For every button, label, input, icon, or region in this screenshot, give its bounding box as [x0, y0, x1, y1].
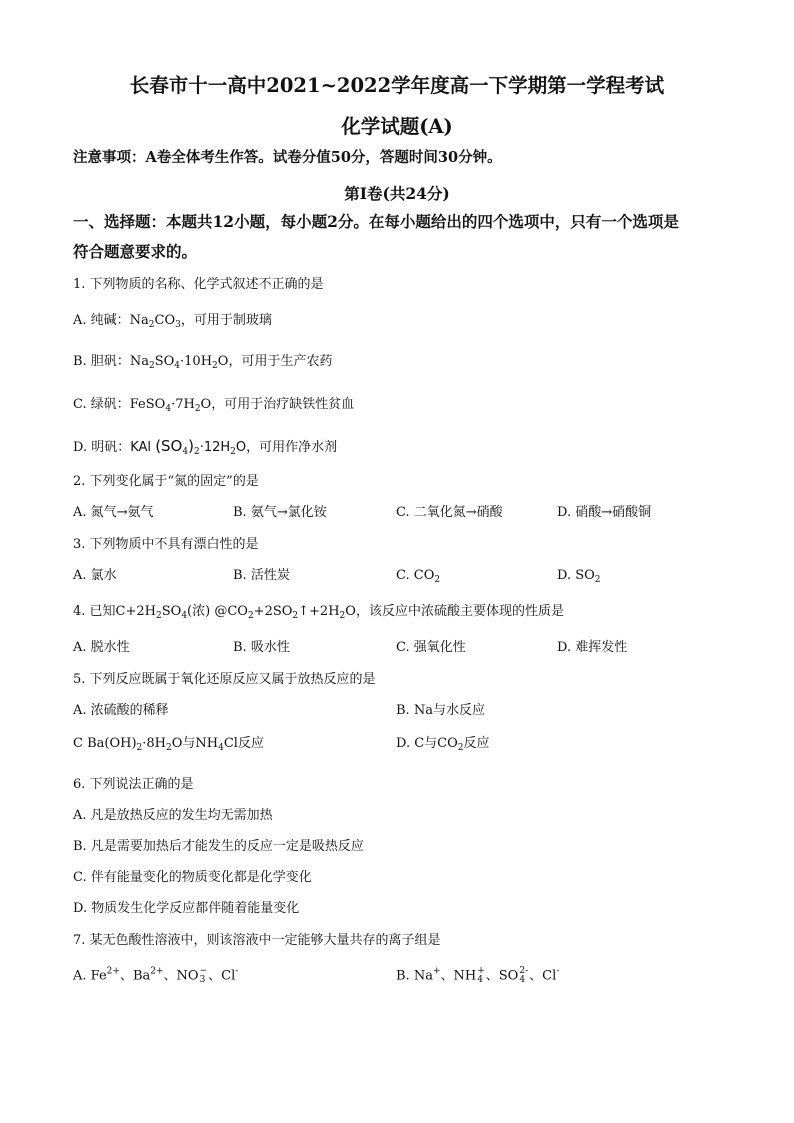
exam-notice: 注意事项：A卷全体考生作答。试卷分值50分，答题时间30分钟。 [73, 149, 502, 166]
question-3-stem: 3. 下列物质中不具有漂白性的是 [73, 537, 259, 552]
question-3-option-d: D. $SO_2$ [557, 568, 601, 585]
question-1-option-c: C. 绿矾：$FeSO_4\cdot 7H_2O$，可用于治疗缺铁性贫血 [73, 397, 355, 414]
exam-title: 长春市十一高中2021~2022学年度高一下学期第一学程考试 [129, 74, 665, 97]
question-3-option-a: A. 氯水 [73, 568, 117, 583]
question-6-option-d: D. 物质发生化学反应都伴随着能量变化 [73, 901, 300, 916]
question-2-option-d: D. 硝酸→硝酸铜 [557, 505, 652, 520]
section-heading-line1: 一、选择题：本题共12小题，每小题2分。在每小题给出的四个选项中，只有一个选项是 [73, 212, 679, 231]
question-7-stem: 7. 某无色酸性溶液中，则该溶液中一定能够大量共存的离子组是 [73, 933, 441, 948]
question-3-option-b: B. 活性炭 [233, 568, 290, 583]
question-2-stem: 2. 下列变化属于“氮的固定”的是 [73, 474, 259, 489]
question-4-stem: 4. 已知$C+2H_2SO_4$(浓) $@CO_2+2SO_2↑+2H_2O$，该反应中浓硫酸主要体现的性质是 [73, 604, 564, 621]
question-4-option-c: C. 强氧化性 [396, 640, 466, 655]
question-6-option-b: B. 凡是需要加热后才能发生的反应一定是吸热反应 [73, 839, 364, 854]
question-5-option-d: D. C与$CO_2$反应 [396, 736, 490, 753]
question-6-option-a: A. 凡是放热反应的发生均无需加热 [73, 808, 273, 823]
question-5-option-b: B. Na与水反应 [396, 703, 485, 718]
exam-subtitle: 化学试题(A) [341, 115, 453, 138]
part-title: 第I卷(共24分) [344, 184, 450, 203]
question-4-option-b: B. 吸水性 [233, 640, 290, 655]
question-5-stem: 5. 下列反应既属于氧化还原反应又属于放热反应的是 [73, 672, 376, 687]
question-3-option-c: C. $CO_2$ [396, 568, 441, 585]
question-2-option-a: A. 氮气→氨气 [73, 505, 154, 520]
question-2-option-b: B. 氨气→氯化铵 [233, 505, 327, 520]
question-4-option-d: D. 难挥发性 [557, 640, 628, 655]
question-6-stem: 6. 下列说法正确的是 [73, 777, 194, 792]
question-7-option-a: A. $Fe^{2+}$、$Ba^{2+}$、NO − 3 、Cl- [73, 966, 239, 985]
section-heading-line2: 符合题意要求的。 [73, 242, 198, 261]
question-1-stem: 1. 下列物质的名称、化学式叙述不正确的是 [73, 277, 324, 292]
question-5-option-c: C $Ba(OH)_2\cdot 8H_2O$与$NH_4Cl$反应 [73, 736, 264, 753]
reaction-equation: $C+2H_2SO_4$(浓) $@CO_2+2SO_2↑+2H_2O$ [115, 604, 356, 621]
question-5-option-a: A. 浓硫酸的稀释 [73, 703, 169, 718]
question-7-option-b: B. Na+、NH + 4 、SO 2- 4 、Cl- [396, 966, 560, 985]
question-2-option-c: C. 二氧化氮→硝酸 [396, 505, 503, 520]
question-1-option-b: B. 胆矾：$Na_2SO_4\cdot 10H_2O$，可用于生产农药 [73, 354, 333, 371]
question-6-option-c: C. 伴有能量变化的物质变化都是化学变化 [73, 870, 312, 885]
question-1-option-d: D. 明矾：KAl $(SO_4)_2\cdot 12H_2O$，可用作净水剂 [73, 437, 338, 457]
question-1-option-a: A. 纯碱：$Na_2CO_3$，可用于制玻璃 [73, 313, 272, 330]
question-4-option-a: A. 脱水性 [73, 640, 130, 655]
